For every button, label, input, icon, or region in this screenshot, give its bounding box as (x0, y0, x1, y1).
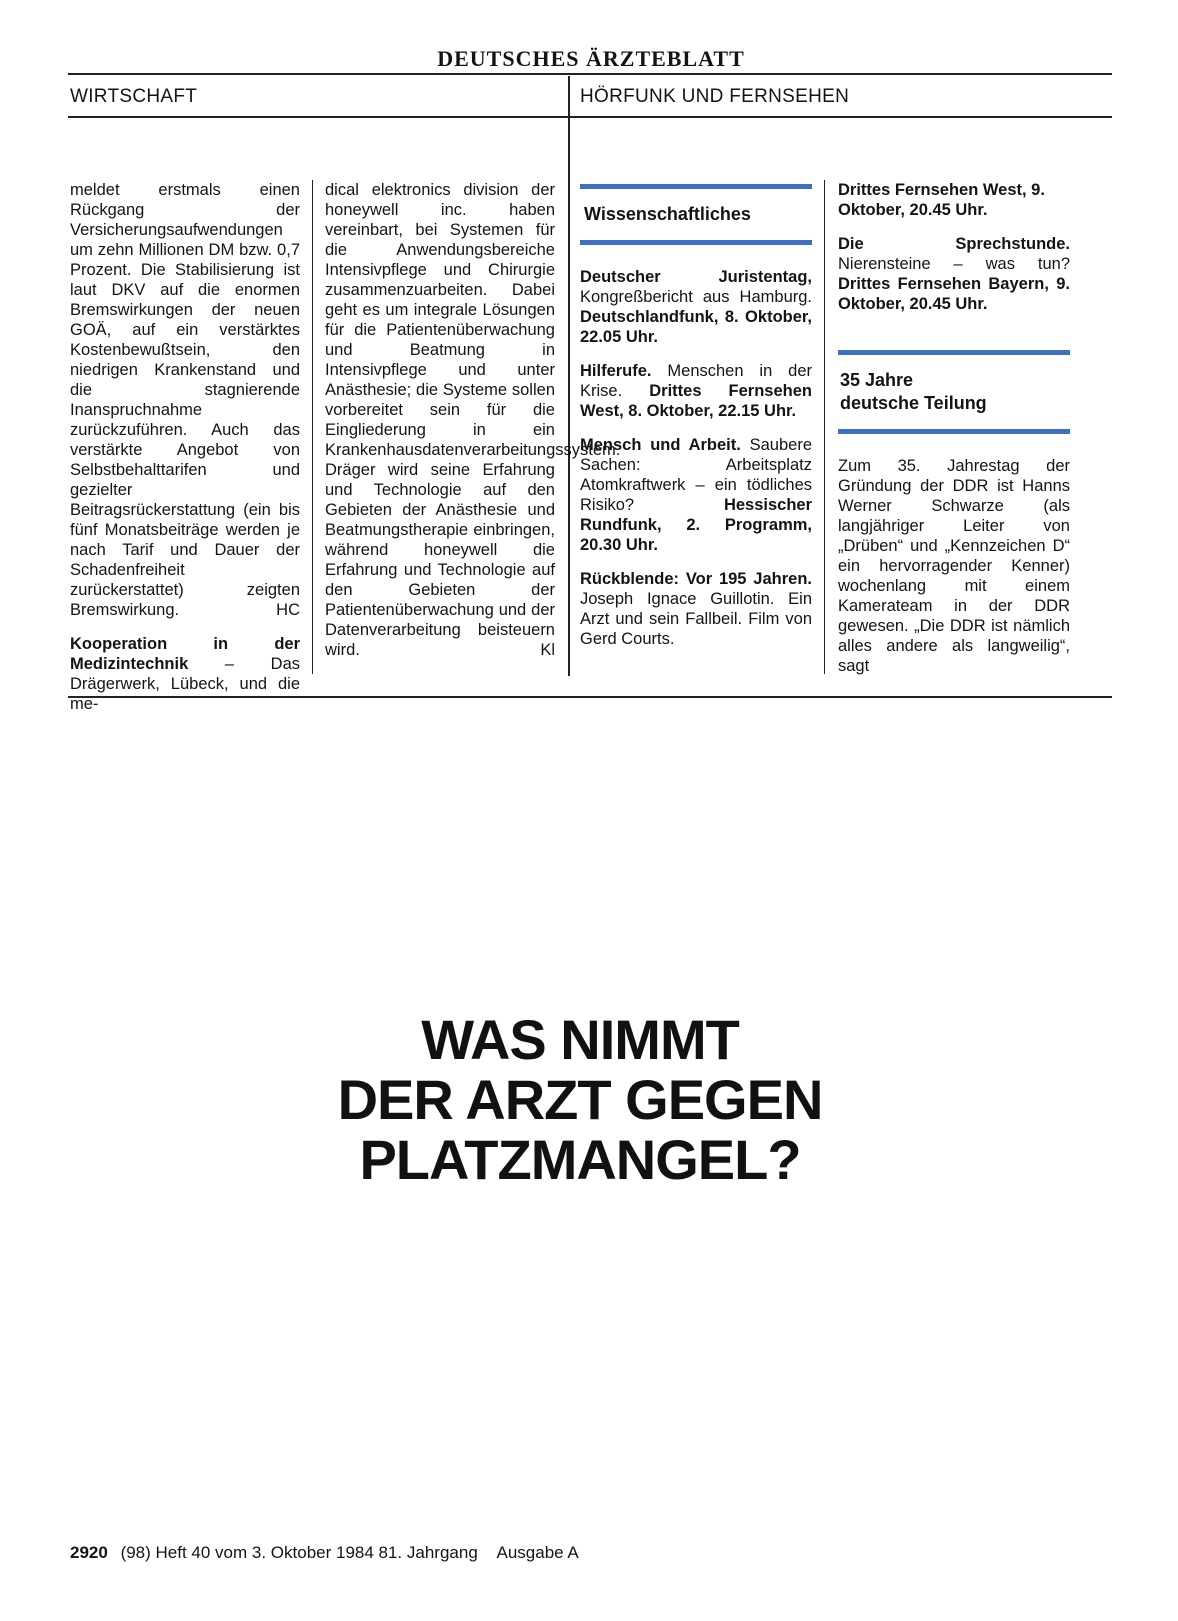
program-title: Hilferufe. (580, 362, 652, 380)
column-divider-3 (824, 180, 825, 674)
section-bar-bottom (838, 429, 1070, 434)
broadcast-info: Drittes Fernsehen West, 9. Oktober, 20.45 Uhr. (838, 181, 1045, 219)
broadcast-info: Drittes Fernsehen Bayern, 9. Oktober, 20.45 Uhr. (838, 275, 1070, 313)
masthead: DEUTSCHES ÄRZTEBLATT (437, 46, 745, 71)
broadcast-info: Hessischer Rundfunk, 2. Programm, 20.30 Uhr. (580, 496, 812, 554)
broadcast-info: Deutschlandfunk, 8. Oktober, 22.05 Uhr. (580, 308, 812, 346)
section-box-title (840, 369, 1070, 415)
program-description: Saubere Sachen: Arbeitsplatz Atomkraftwerk – ein tödliches Risiko? (580, 436, 813, 514)
box-title-line: 35 Jahre (840, 370, 914, 390)
section-divider (568, 76, 570, 676)
section-bar-top (580, 184, 812, 189)
headline-line: PLATZMANGEL? (359, 1128, 801, 1191)
section-bar-top (838, 350, 1070, 355)
program-description: Kongreßbericht aus Hamburg. (580, 288, 812, 306)
issue-info: (98) Heft 40 vom 3. Oktober 1984 81. Jahrgang (120, 1543, 478, 1562)
program-title: Die Sprechstunde. (838, 235, 1070, 253)
section-rule (68, 116, 1112, 118)
paragraph-text: dical elektronics division der honeywell inc. haben vereinbart, bei Systemen für die Anwendungsbereiche Intensivpflege und Chirurgie zusammenzuarbeiten. Dabei geht es um integrale Lösungen für die Patientenüberwachung und Beatmung in Intensivpflege und unter Anästhesie; die Systeme sollen vorbereitet sein für die Eingliederung in ein Krankenhausdatenverarbeitungssystem. Dräger wird seine Erfahrung und Technologie auf den Gebieten der Anästhesie und Beatmungstherapie einbringen, während honeywell die Erfahrung und Technologie auf den Gebieten der Patientenüberwachung und der Datenverarbeitung beisteuern wird. (325, 181, 621, 659)
program-title: Rückblende: Vor 195 Jahren. (580, 570, 812, 588)
headline-line: DER ARZT GEGEN (337, 1068, 823, 1131)
article-paragraph (70, 634, 300, 714)
paragraph-text: meldet erstmals einen Rückgang der Versicherungsaufwendungen um zehn Millionen DM bzw. 0,7 Prozent. Die Stabilisierung ist laut DKV auf die enormen Bremswirkungen der neuen GOÄ, auf ein verstärktes Kostenbewußtsein, den niedrigen Krankenstand und die stagnierende Inanspruchnahme zurückzuführen. Auch das verstärkte Angebot von Selbstbehalttarifen und gezielter Beitragsrückerstattung (ein bis fünf Monatsbeiträge werden je nach Tarif und Dauer der Schadenfreiheit zurückerstattet) zeigten Bremswirkung. (70, 181, 300, 619)
author-initials: HC (276, 601, 300, 619)
program-description: Nierensteine – was tun? (838, 255, 1070, 273)
program-title: Mensch und Arbeit. (580, 436, 741, 454)
box-title-line: deutsche Teilung (840, 393, 987, 413)
paragraph-text: – Das Drägerwerk, Lübeck, und die me- (70, 655, 300, 713)
program-description: Joseph Ignace Guillotin. Ein Arzt und sein Fallbeil. Film von Gerd Courts. (580, 590, 812, 648)
broadcast-info: Drittes Fernsehen West, 8. Oktober, 22.15 Uhr. (580, 382, 812, 420)
listing-entry (580, 267, 812, 347)
masthead-rule (68, 73, 1112, 75)
listing-entry (580, 569, 812, 649)
article-paragraph (70, 180, 300, 620)
article-heading: Kooperation in der Medizintechnik (70, 635, 300, 673)
listing-entry (580, 361, 812, 421)
page-footer (70, 1543, 579, 1563)
edition-label: Ausgabe A (496, 1543, 579, 1562)
article-column-1 (70, 180, 300, 728)
column-divider-1 (312, 180, 313, 674)
ad-headline (280, 1010, 880, 1190)
section-label-left: WIRTSCHAFT (70, 86, 198, 107)
paragraph-text: Zum 35. Jahrestag der Gründung der DDR ist Hanns Werner Schwarze (als langjähriger Leiter von „Drüben“ und „Kennzeichen D“ ein hervorragender Kenner) wochenlang mit einem Kamerateam in der DDR gewesen. „Die DDR ist nämlich alles andere als langweilig“, sagt (838, 457, 1070, 675)
listing-entry (838, 234, 1070, 314)
listing-entry (838, 180, 1070, 220)
program-title: Deutscher Juristentag, (580, 268, 812, 286)
listing-column-4 (838, 180, 1070, 690)
headline-line: WAS NIMMT (421, 1008, 739, 1071)
listing-column-3 (580, 184, 812, 663)
program-description: Menschen in der Krise. (580, 362, 812, 400)
section-bar-bottom (580, 240, 812, 245)
author-initials: Kl (540, 641, 555, 659)
section-label-right: HÖRFUNK UND FERNSEHEN (580, 86, 850, 107)
section-box-title: Wissenschaftliches (584, 204, 751, 224)
listing-entry (580, 435, 812, 555)
article-paragraph (838, 456, 1070, 676)
page-number: 2920 (70, 1543, 108, 1562)
